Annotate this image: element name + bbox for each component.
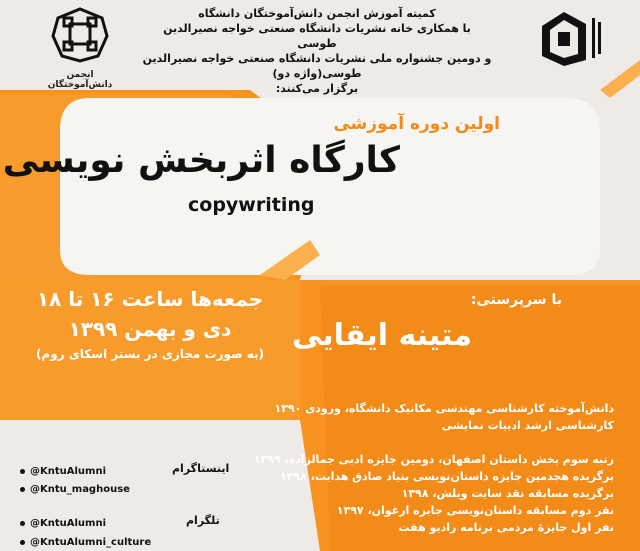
education-list: [275, 400, 615, 434]
header-line: و دومین جشنواره ملی نشریات دانشگاه صنعتی خواجه نصیرالدین طوسی(واژه دو): [142, 52, 492, 80]
list-item: کارشناسی ارشد ادبیات نمایشی: [441, 419, 614, 432]
alumni-association-logo-icon: [50, 6, 110, 64]
header-line: با همکاری خانه نشریات دانشگاه صنعتی خواجه نصیرالدین طوسی: [163, 22, 471, 50]
handle-text: @KntuAlumni_culture: [30, 537, 152, 548]
supervisor-label: با سرپرستی:: [470, 292, 562, 308]
instagram-handle[interactable]: [30, 466, 106, 477]
telegram-handle[interactable]: [30, 518, 106, 529]
schedule-months: دی و بهمن ۱۳۹۹: [68, 317, 232, 341]
schedule-platform: (به صورت مجازی در بستر اسکای روم): [35, 347, 265, 361]
list-item: رتبه سوم بخش داستان اصفهان، دومین جایزه ادبی جمالزاده، ۱۳۹۹: [253, 453, 614, 466]
telegram-label: تلگرام: [186, 514, 220, 527]
schedule-time: جمعه‌ها ساعت ۱۶ تا ۱۸: [36, 287, 264, 311]
handle-text: @KntuAlumni: [30, 518, 107, 529]
supervisor-name: متینه ایقایی: [292, 318, 472, 353]
alumni-logo: [40, 6, 120, 90]
header-line: برگزار می‌کنند:: [275, 82, 359, 95]
list-item: نفر دوم مسابقه داستان‌نویسی جایزه ارغوان، ۱۳۹۷: [336, 504, 614, 517]
instagram-label: اینستاگرام: [172, 462, 230, 475]
header-line: کمیته آموزش انجمن دانش‌آموختگان دانشگاه: [198, 7, 436, 20]
handle-text: @KntuAlumni: [30, 466, 107, 477]
course-title-english: copywriting: [188, 194, 315, 216]
alumni-logo-caption: انجمن دانش‌آموختگان: [47, 70, 113, 90]
list-item: دانش‌آموخته کارشناسی مهندسی مکانیک دانشگاه، ورودی ۱۳۹۰: [274, 402, 614, 415]
organizers-text: [142, 6, 492, 96]
publications-house-logo-icon: [534, 8, 624, 68]
handle-text: @Kntu_maghouse: [30, 484, 130, 495]
list-item: نفر اول جایزهٔ مردمی برنامه رادیو هفت: [398, 521, 614, 534]
awards-list: [254, 451, 614, 536]
publications-logo: [534, 8, 624, 68]
list-item: برگزیده مسابقه نقد سایت ویلش، ۱۳۹۸: [401, 487, 614, 500]
instagram-handle[interactable]: [30, 484, 130, 495]
schedule: [0, 284, 300, 364]
course-subtitle: اولین دوره آموزشی: [333, 114, 500, 134]
telegram-handle[interactable]: [30, 537, 151, 548]
list-item: برگزیده هجدمین جایزه داستان‌نویسی بنیاد صادق هدایت، ۱۳۹۸: [279, 470, 614, 483]
course-title: کارگاه اثربخش نویسی: [2, 140, 400, 181]
